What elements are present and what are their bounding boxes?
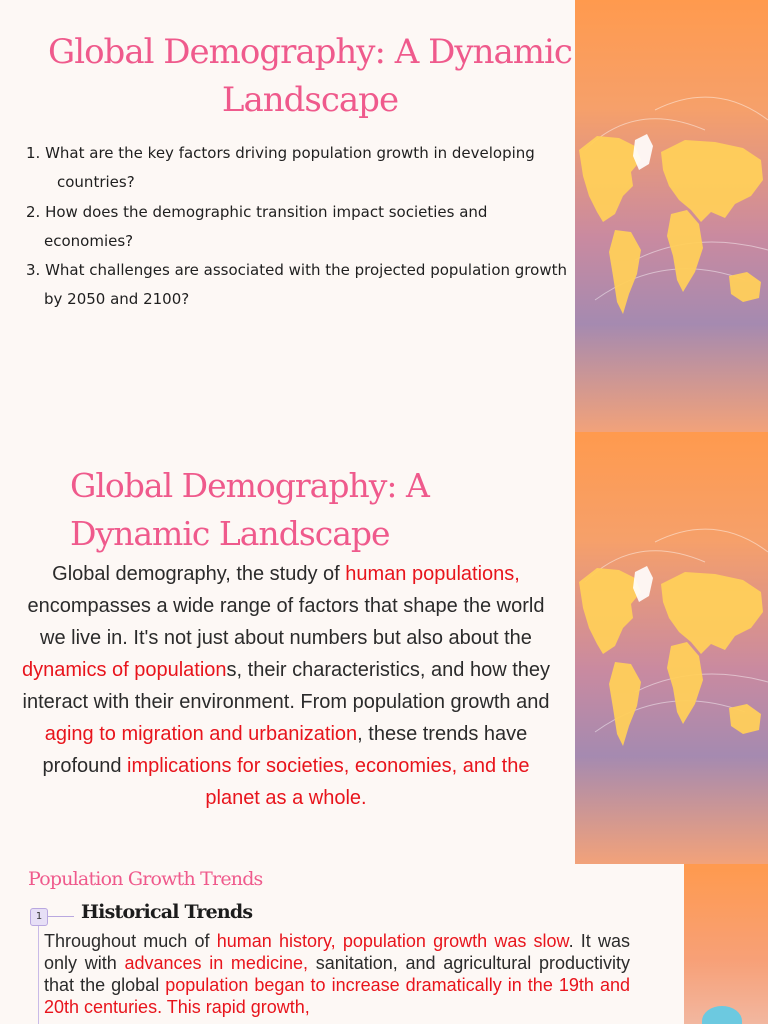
slide-2 — [0, 432, 768, 864]
question-1-continued: countries? — [57, 173, 135, 191]
historical-trends-paragraph — [44, 930, 630, 1018]
text-run: sanitation, and agricultural productivity that the global — [44, 953, 630, 995]
question-3: 3. What challenges are associated with the projected population growth — [26, 261, 567, 279]
step-number-badge: 1 — [30, 908, 48, 926]
text-run: . It was only with — [44, 931, 630, 973]
question-3-continued: by 2050 and 2100? — [44, 290, 190, 308]
side-image-panel — [684, 864, 768, 1024]
highlight-aging-migration: aging to migration and urbanization — [44, 723, 358, 745]
step-connector — [48, 916, 74, 917]
highlight-implications: implications for societies, economies, and the planet as a whole. — [127, 755, 530, 809]
text-run: s, their characteristics, and how they interact with their environment. From population growth and — [22, 659, 551, 713]
side-image-panel — [575, 0, 768, 432]
highlight-human-history: human history, population growth was slow — [216, 931, 569, 951]
intro-paragraph — [20, 558, 552, 814]
highlight-advances-medicine: advances in medicine, — [124, 953, 308, 973]
side-image-panel — [575, 432, 768, 864]
world-map-icon — [575, 0, 768, 432]
slide-3 — [0, 864, 768, 1024]
highlight-human-populations: human populations, — [345, 563, 520, 585]
text-run: , these trends have profound — [42, 723, 528, 777]
question-1: 1. What are the key factors driving population growth in developing — [26, 144, 535, 162]
slide-1 — [0, 0, 768, 432]
slide-1-title: Global Demography: A Dynamic Landscape — [48, 32, 572, 120]
world-map-icon — [575, 432, 768, 864]
step-timeline — [38, 926, 39, 1024]
slide-2-title: Global Demography: A Dynamic Landscape — [70, 466, 429, 553]
question-2: 2. How does the demographic transition impact societies and — [26, 203, 488, 221]
text-run: Throughout much of — [44, 931, 217, 951]
highlight-dynamics: dynamics of population — [21, 659, 227, 681]
section-title: Population Growth Trends — [28, 868, 263, 890]
highlight-population-increase: population began to increase dramatically in the 19th and 20th centuries. This rapid growth, — [44, 975, 631, 1017]
globe-icon — [702, 1006, 742, 1024]
text-run: Global demography, the study of — [52, 563, 346, 585]
question-2-continued: economies? — [44, 232, 134, 250]
text-run: encompasses a wide range of factors that shape the world we live in. It's not just about numbers but also about the — [27, 595, 545, 649]
step-title: Historical Trends — [81, 901, 253, 923]
